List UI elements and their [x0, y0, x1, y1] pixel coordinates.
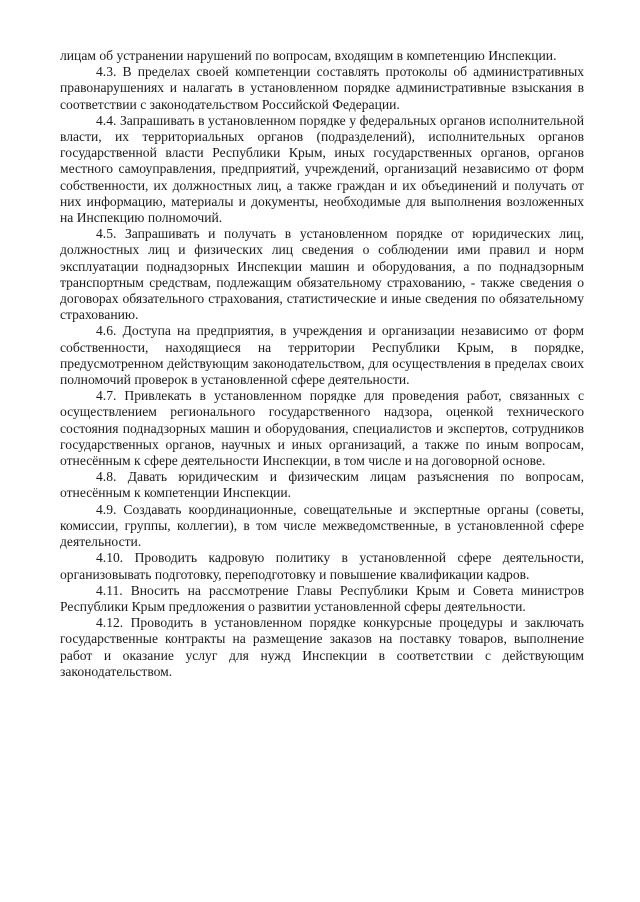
- paragraph-4-3: 4.3. В пределах своей компетенции составлять протоколы об административных правонарушениях и налагать в установленном порядке административные взыскания в соответствии с законодательством Российской Федерации.: [60, 64, 584, 112]
- paragraph-4-4: 4.4. Запрашивать в установленном порядке у федеральных органов исполнительной власти, их территориальных органов (подразделений), исполнительных органов государственной власти Республики Крым, иных государственных органов, органов местного самоуправления, предприятий, учреждений, организаций независимо от форм собственности, их должностных лиц, а также граждан и их объединений и получать от них информацию, материалы и документы, необходимые для выполнения возложенных на Инспекцию полномочий.: [60, 112, 584, 226]
- paragraph-4-7: 4.7. Привлекать в установленном порядке для проведения работ, связанных с осуществлением регионального государственного надзора, оценкой технического состояния поднадзорных машин и оборудования, специалистов и экспертов, сотрудников государственных органов, научных и иных организаций, а также по иным вопросам, отнесённым к сфере деятельности Инспекции, в том числе и на договорной основе.: [60, 388, 584, 469]
- paragraph-4-11: 4.11. Вносить на рассмотрение Главы Республики Крым и Совета министров Республики Крым предложения о развитии установленной сферы деятельности.: [60, 582, 584, 614]
- paragraph-4-5: 4.5. Запрашивать и получать в установленном порядке от юридических лиц, должностных лиц и физических лиц сведения о соблюдении ими правил и норм эксплуатации поднадзорных Инспекции машин и оборудования, а по поднадзорным транспортным средствам, подлежащим обязательному страхованию, - также сведения о договорах обязательного страхования, статистические и иные сведения по обязательному страхованию.: [60, 226, 584, 323]
- paragraph-4-9: 4.9. Создавать координационные, совещательные и экспертные органы (советы, комиссии, группы, коллегии), в том числе межведомственные, в установленной сфере деятельности.: [60, 501, 584, 550]
- paragraph-4-8: 4.8. Давать юридическим и физическим лицам разъяснения по вопросам, отнесённым к компетенции Инспекции.: [60, 469, 584, 501]
- paragraph-continuation: лицам об устранении нарушений по вопросам, входящим в компетенцию Инспекции.: [60, 48, 557, 63]
- paragraph-4-12: 4.12. Проводить в установленном порядке конкурсные процедуры и заключать государственные контракты на размещение заказов на поставку товаров, выполнение работ и оказание услуг для нужд Инспекции в соответствии с действующим законодательством.: [60, 615, 584, 679]
- paragraph-4-10: 4.10. Проводить кадровую политику в установленной сфере деятельности, организовывать подготовку, переподготовку и повышение квалификации кадров.: [60, 550, 584, 582]
- paragraph-4-6: 4.6. Доступа на предприятия, в учреждения и организации независимо от форм собственности, находящиеся на территории Республики Крым, в порядке, предусмотренном действующим законодательством, для осуществления в пределах своих полномочий проверок в установленной сфере деятельности.: [60, 323, 584, 388]
- document-body: [60, 48, 584, 680]
